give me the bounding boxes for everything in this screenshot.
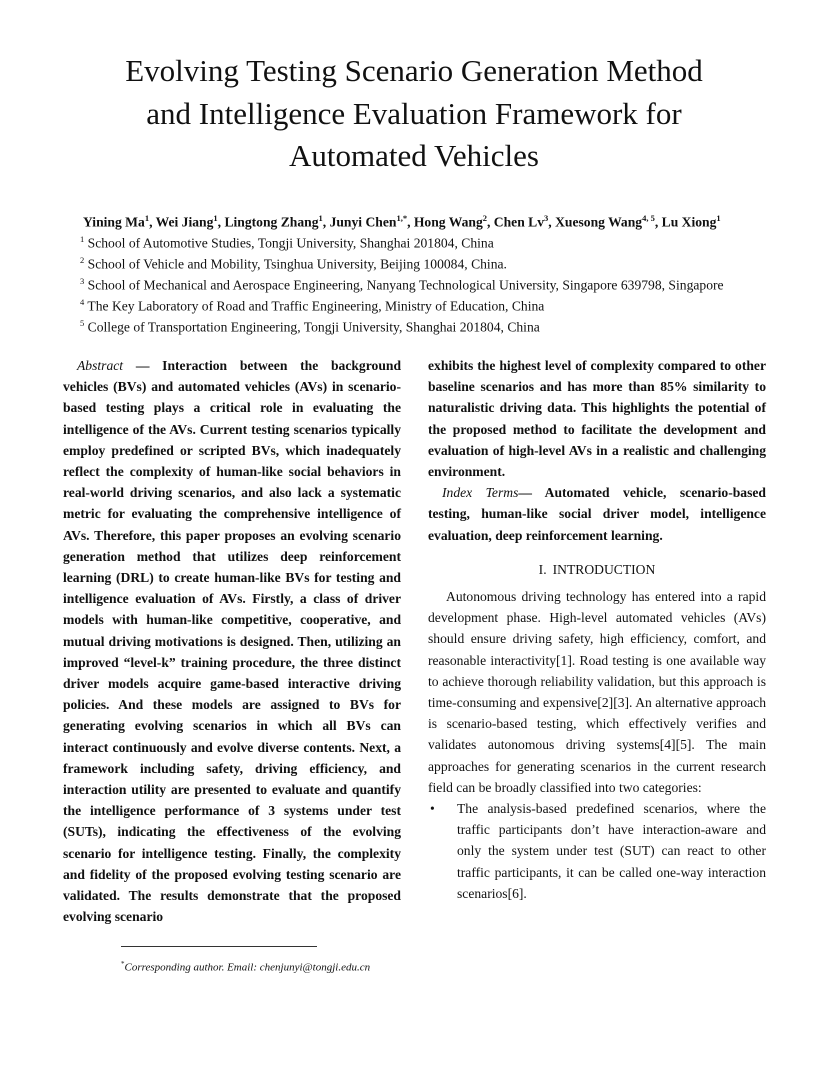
affiliation-number: 3: [80, 276, 85, 286]
section-number: I.: [538, 561, 547, 577]
affiliation-3: [80, 273, 724, 294]
title-line-1: Evolving Testing Scenario Generation Method: [125, 53, 703, 88]
author-name: Yining Ma: [83, 214, 145, 230]
author-affiliation-mark: 1: [318, 213, 323, 223]
footnote-text: Corresponding author. Email: chenjunyi@tongji.edu.cn: [124, 961, 371, 974]
author-affiliation-mark: 1: [144, 213, 150, 223]
paper-title: [60, 50, 768, 178]
author-name: Lingtong Zhang: [224, 214, 319, 230]
footnote: [121, 960, 370, 974]
author-affiliation-mark: 1,*: [396, 213, 408, 223]
section-title: INTRODUCTION: [552, 561, 656, 577]
affiliation-number: 1: [80, 234, 85, 244]
author-affiliation-mark: 1: [716, 213, 721, 223]
author-affiliation-mark: 1: [213, 213, 218, 223]
footnote-divider: [121, 946, 317, 947]
affiliation-text: The Key Laboratory of Road and Traffic Engineering, Ministry of Education, China: [87, 298, 545, 314]
section-heading: [428, 559, 766, 580]
author-name: Junyi Chen: [329, 214, 397, 230]
affiliation-number: 2: [80, 255, 85, 265]
author-name: Wei Jiang: [155, 214, 214, 230]
left-column: [63, 355, 401, 927]
author-name: Chen Lv: [493, 214, 545, 230]
author-affiliation-mark: 3: [544, 213, 549, 223]
list-item: [428, 798, 766, 904]
author-affiliation-mark: 2: [482, 213, 487, 223]
affiliation-text: School of Automotive Studies, Tongji University, Shanghai 201804, China: [87, 235, 494, 251]
abstract-text: Interaction between the background vehicles (BVs) and automated vehicles (AVs) in scenario-based testing plays a critical role in evaluating the intelligence of the AVs. Current testing scenarios typically employ predefined or scripted BVs, which inadequately reflect the complexity of human-like social behaviors in real-world driving scenarios, and also lack a systematic metric for evaluating the comprehensive intelligence of AVs. Therefore, this paper proposes an evolving scenario generation method that utilizes deep reinforcement learning (DRL) to create human-like BVs for testing and intelligence evaluation of AVs. Firstly, a class of driver models with human-like competitive, cooperative, and mutual driving motivations is designed. Then, utilizing an improved “level-k” training procedure, the three distinct driver models acquire game-based interactive driving policies. And these models are assigned to BVs for generating evolving scenarios in which all BVs can interact continuously and evolve diverse contents. Next, a framework including safety, driving efficiency, and interaction utility are presented to evaluate and quantify the intelligence performance of 3 systems under test (SUTs), indicating the effectiveness of the evolving scenario for intelligence testing. Finally, the complexity and fidelity of the proposed evolving testing scenario are validated. The results demonstrate that the proposed evolving scenario: [63, 358, 401, 925]
footnote-mark: *: [121, 960, 125, 968]
affiliation-number: 4: [80, 297, 85, 307]
affiliation-text: College of Transportation Engineering, Tongji University, Shanghai 201804, China: [87, 319, 540, 335]
affiliation-number: 5: [80, 318, 85, 328]
abstract-label: Abstract: [77, 358, 124, 373]
affiliation-1: [80, 231, 494, 252]
index-terms-text: Automated vehicle, scenario-based testing, human-like social driver model, intelligence evaluation, deep reinforcement learning.: [428, 485, 766, 543]
author-affiliation-mark: 4, 5: [642, 213, 655, 223]
index-terms-dash: —: [518, 485, 545, 501]
author-name: Lu Xiong: [661, 214, 717, 230]
author-name: Hong Wang: [413, 214, 483, 230]
title-line-3: Automated Vehicles: [289, 138, 539, 173]
author-name: Xuesong Wang: [555, 214, 643, 230]
index-terms-label: Index Terms: [442, 485, 519, 501]
abstract-dash: —: [123, 358, 163, 373]
bullet-text: The analysis-based predefined scenarios, where the traffic participants don’t have interaction-aware and only the system under test (SUT) can react to other traffic participants, it can be called one-way interaction scenarios[6].: [457, 801, 766, 901]
title-line-2: and Intelligence Evaluation Framework for: [146, 95, 682, 131]
affiliation-text: School of Mechanical and Aerospace Engineering, Nanyang Technological University, Singapore 639798, Singapore: [87, 277, 724, 293]
right-column: [428, 355, 766, 904]
author-list: Yining Ma$^1$, Wei Jiang$^1$, Lingtong Zhang$^1$, Junyi Chen$^{1,*}$, Hong Wang$^2$, Chen Lv$^3$, Xuesong Wang$^{4, 5}$, Lu Xiong$^1$: [83, 213, 721, 230]
bullet-icon: •: [430, 801, 435, 817]
abstract-paragraph: [63, 355, 401, 927]
affiliation-5: [80, 315, 540, 336]
affiliation-4: [80, 294, 544, 315]
affiliation-2: [80, 252, 507, 273]
index-terms: [428, 482, 766, 546]
abstract-continued: exhibits the highest level of complexity compared to other baseline scenarios and has more than 85% similarity to naturalistic driving data. This highlights the potential of the proposed method to facilitate the development and evaluation of high-level AVs in a realistic and challenging environment.: [428, 358, 766, 480]
affiliation-text: School of Vehicle and Mobility, Tsinghua University, Beijing 100084, China.: [87, 256, 507, 272]
intro-paragraph: Autonomous driving technology has entered into a rapid development phase. High-level automated vehicles (AVs) should ensure driving safety, high efficiency, comfort, and reasonable interactivity[1]. Road testing is one available way to achieve thorough reliability validation, but this approach is time-consuming and expensive[2][3]. An alternative approach is scenario-based testing, which effectively verifies and validates autonomous driving systems[4][5]. The main approaches for generating scenarios in the current research field can be broadly classified into two categories:: [428, 589, 766, 795]
